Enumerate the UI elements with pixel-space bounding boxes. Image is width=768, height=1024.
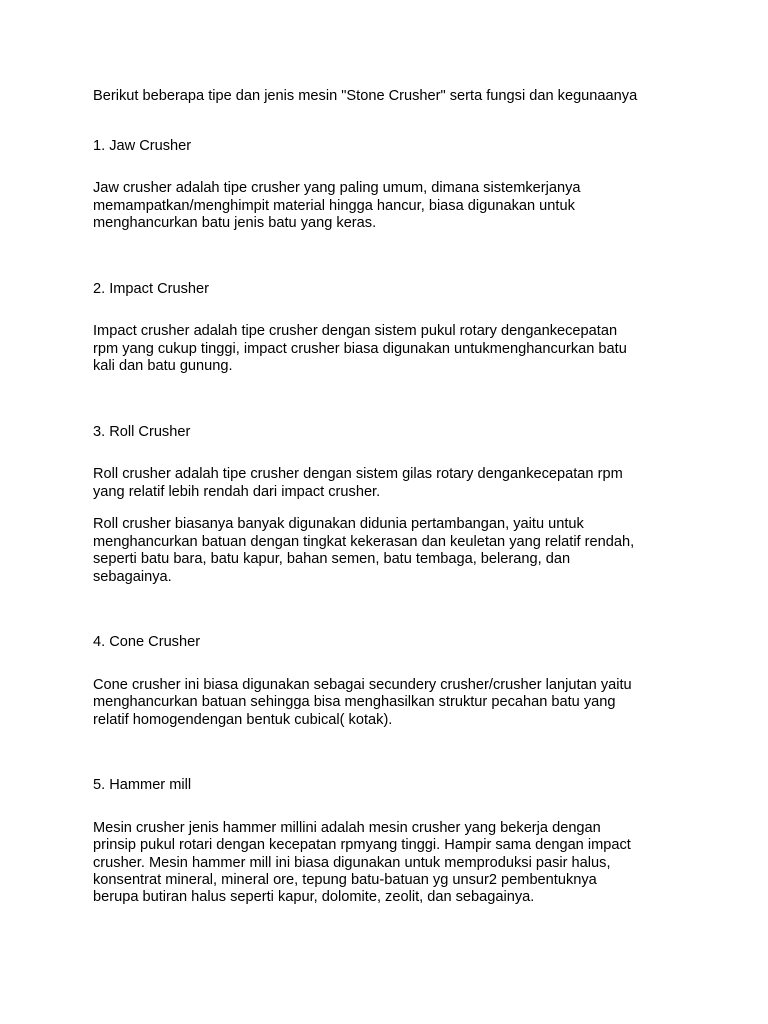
section-heading: 1. Jaw Crusher bbox=[93, 138, 192, 154]
paragraph-line: prinsip pukul rotari dengan kecepatan rpmyang tinggi. Hampir sama dengan impact bbox=[93, 837, 631, 853]
section-heading: 4. Cone Crusher bbox=[93, 634, 201, 650]
paragraph-line: crusher. Mesin hammer mill ini biasa digunakan untuk memproduksi pasir halus, bbox=[93, 855, 611, 871]
paragraph-line: sebagainya. bbox=[93, 569, 172, 585]
section-heading: 2. Impact Crusher bbox=[93, 281, 209, 297]
paragraph-line: Roll crusher adalah tipe crusher dengan sistem gilas rotary dengankecepatan rpm bbox=[93, 466, 623, 482]
paragraph-line: rpm yang cukup tinggi, impact crusher biasa digunakan untukmenghancurkan batu bbox=[93, 341, 627, 357]
paragraph-line: menghancurkan batu jenis batu yang keras. bbox=[93, 215, 377, 231]
paragraph-line: relatif homogendengan bentuk cubical( kotak). bbox=[93, 712, 393, 728]
paragraph-line: konsentrat mineral, mineral ore, tepung batu-batuan yg unsur2 pembentuknya bbox=[93, 872, 597, 888]
section-heading: 5. Hammer mill bbox=[93, 777, 192, 793]
paragraph-line: kali dan batu gunung. bbox=[93, 358, 233, 374]
paragraph-line: menghancurkan batuan dengan tingkat kekerasan dan keuletan yang relatif rendah, bbox=[93, 534, 635, 550]
paragraph-line: seperti batu bara, batu kapur, bahan semen, batu tembaga, belerang, dan bbox=[93, 551, 571, 567]
paragraph-line: Jaw crusher adalah tipe crusher yang paling umum, dimana sistemkerjanya bbox=[93, 180, 581, 196]
paragraph-line: menghancurkan batuan sehingga bisa menghasilkan struktur pecahan batu yang bbox=[93, 694, 616, 710]
document-intro: Berikut beberapa tipe dan jenis mesin "Stone Crusher" serta fungsi dan kegunaanya bbox=[93, 88, 638, 104]
paragraph-line: Cone crusher ini biasa digunakan sebagai secundery crusher/crusher lanjutan yaitu bbox=[93, 677, 632, 693]
paragraph-line: Roll crusher biasanya banyak digunakan didunia pertambangan, yaitu untuk bbox=[93, 516, 584, 532]
section-heading: 3. Roll Crusher bbox=[93, 424, 191, 440]
paragraph-line: Impact crusher adalah tipe crusher dengan sistem pukul rotary dengankecepatan bbox=[93, 323, 618, 339]
paragraph-line: berupa butiran halus seperti kapur, dolomite, zeolit, dan sebagainya. bbox=[93, 889, 535, 905]
paragraph-line: yang relatif lebih rendah dari impact crusher. bbox=[93, 484, 381, 500]
paragraph-line: memampatkan/menghimpit material hingga hancur, biasa digunakan untuk bbox=[93, 198, 575, 214]
paragraph-line: Mesin crusher jenis hammer millini adalah mesin crusher yang bekerja dengan bbox=[93, 820, 601, 836]
